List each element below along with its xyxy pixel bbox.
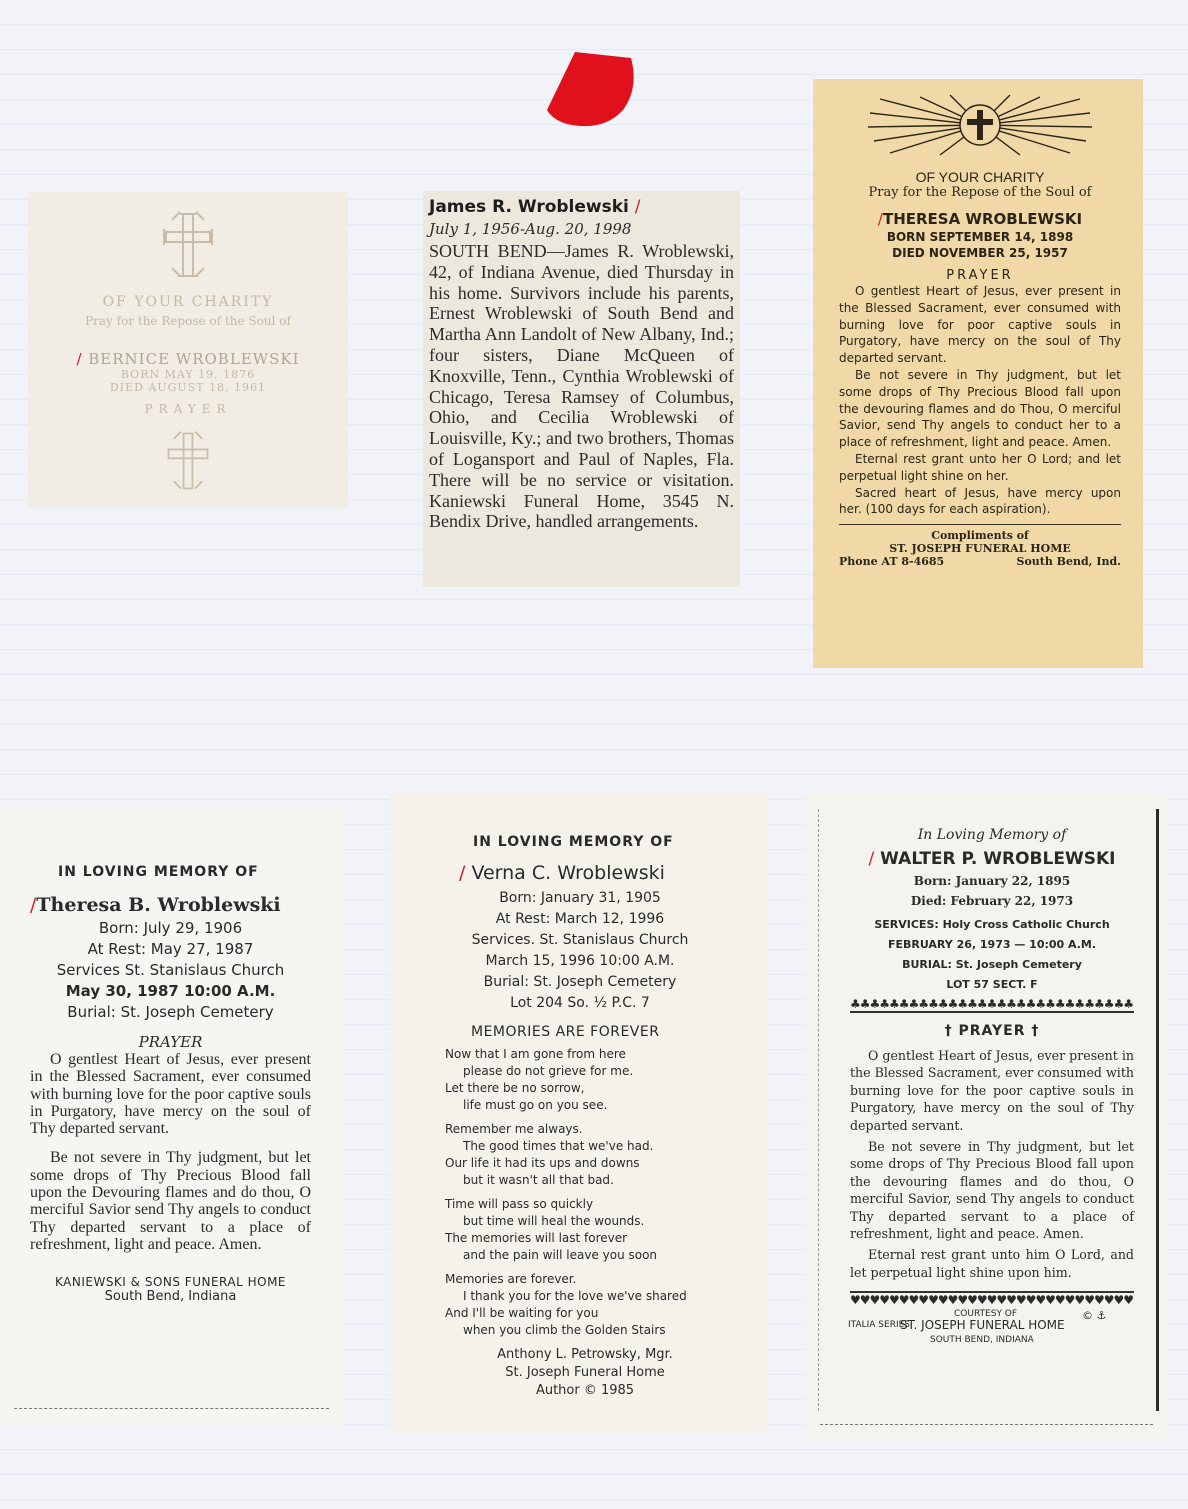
- courtesy-line: COURTESY OF: [954, 1309, 1018, 1320]
- deceased-name: [459, 862, 741, 884]
- manager: Anthony L. Petrowsky, Mgr.: [497, 1347, 673, 1362]
- series-label: ITALIA SERIES: [848, 1320, 911, 1331]
- service-details: [445, 888, 741, 1014]
- poem-stanza: [445, 1046, 741, 1114]
- poem-line: and the pain will leave you soon: [463, 1248, 658, 1262]
- services-line: Services. St. Stanislaus Church: [471, 932, 689, 948]
- prayer-paragraph: O gentlest Heart of Jesus, ever present in the Blessed Sacrament, ever consumed with burning love for the poor captive souls in Purgatory, have mercy on the soul of Thy departed servant.: [30, 1051, 311, 1138]
- poem-stanza: [445, 1271, 741, 1339]
- poem-line: The memories will last forever: [445, 1231, 628, 1245]
- poem-line: Let there be no sorrow,: [445, 1081, 585, 1095]
- prayer-text: [30, 1051, 311, 1253]
- born-date: Born: July 29, 1906: [98, 919, 243, 937]
- rest-date: At Rest: May 27, 1987: [87, 940, 254, 958]
- obituary-dates: July 1, 1956-Aug. 20, 1998: [429, 220, 632, 238]
- lot-line: LOT 57 SECT. F: [946, 978, 1038, 991]
- check-mark: /: [868, 849, 875, 869]
- charity-heading: OF YOUR CHARITY: [915, 169, 1045, 185]
- poem-stanza: [445, 1196, 741, 1264]
- deceased-name: [28, 350, 348, 368]
- prayer-paragraph: Be not severe in Thy judgment, but let some drops of Thy Precious Blood fall upon the devouring flames and do Thou, O merciful Savior, send Thy angels to conduct her to a place of refreshment, light and peace. Amen.: [839, 367, 1121, 450]
- cross-icon: [158, 430, 218, 492]
- check-mark: /: [459, 862, 466, 884]
- burial-line: Burial: St. Joseph Cemetery: [67, 1003, 274, 1021]
- prayer-text: [850, 1047, 1134, 1281]
- red-tab-icon: [545, 48, 637, 130]
- poem-line: And I'll be waiting for you: [445, 1306, 599, 1320]
- deceased-name: [839, 210, 1121, 228]
- divider: [14, 1408, 329, 1409]
- burial-line: BURIAL: St. Joseph Cemetery: [902, 958, 1082, 971]
- service-details: [850, 915, 1134, 995]
- service-date: March 15, 1996 10:00 A.M.: [485, 953, 675, 969]
- born-date: Born: January 22, 1895: [913, 874, 1071, 888]
- city: South Bend, Ind.: [1016, 555, 1121, 569]
- memorial-card-theresa-b: [0, 808, 343, 1425]
- memory-heading: IN LOVING MEMORY OF: [58, 864, 259, 880]
- prayer-heading: PRAYER: [138, 1033, 203, 1051]
- obituary-text: —James R. Wroblewski, 42, of Indiana Avenue, died Thursday in his home. Survivors include his parents, Ernest Wroblewski of South Bend and Martha Ann Landolt of New Albany, Ind.; four sisters, Diane McQueen of Knoxville, Tenn., Cynthia Wroblewski of Chicago, Teresa Ramsey of Columbus, Ohio, and Cecilia Wroblewski of Louisville, Ky.; and two brothers, Thomas of Logansport and Paul of Naples, Fla. There will be no service or visitation. Kaniewski Funeral Home, 3545 N. Bendix Drive, handled arrangements.: [429, 241, 734, 532]
- ornament-rule: ♥♥♥♥♥♥♥♥♥♥♥♥♥♥♥♥♥♥♥♥♥♥♥♥♥♥♥♥♥: [850, 1293, 1133, 1308]
- ornament-rule: ♣♣♣♣♣♣♣♣♣♣♣♣♣♣♣♣♣♣♣♣♣♣♣♣♣♣♣♣♣: [850, 997, 1133, 1011]
- poem-line: please do not grieve for me.: [463, 1064, 634, 1078]
- poem-line: when you climb the Golden Stairs: [463, 1323, 666, 1337]
- obituary-body: [429, 241, 734, 532]
- poem-stanza: [445, 1121, 741, 1189]
- poem-line: but time will heal the wounds.: [463, 1214, 645, 1228]
- prayer-paragraph: Be not severe in Thy judgment, but let some drops of Thy Precious Blood fall upon the Devouring flames and do thou, O merciful Savior send Thy angels to conduct Thy departed servant to a place of refreshment, light and peace. Amen.: [30, 1149, 311, 1253]
- prayer-heading: PRAYER: [946, 268, 1014, 283]
- compliments-line: Compliments of: [931, 529, 1029, 543]
- name-text: BERNICE WROBLEWSKI: [88, 350, 300, 368]
- charity-heading: OF YOUR CHARITY: [102, 294, 274, 310]
- phone: Phone AT 8-4685: [839, 555, 945, 569]
- poem-line: Memories are forever.: [445, 1272, 577, 1286]
- check-mark: /: [30, 894, 37, 916]
- burial-line: Burial: St. Joseph Cemetery: [483, 974, 677, 990]
- memorial-card-theresa-1957: [813, 79, 1143, 668]
- obituary-headline: [429, 197, 734, 217]
- poem: [445, 1046, 741, 1339]
- dateline: SOUTH BEND: [429, 241, 547, 261]
- funeral-home: St. Joseph Funeral Home: [505, 1365, 665, 1380]
- prayer-paragraph: O gentlest Heart of Jesus, ever present in the Blessed Sacrament, ever consumed with burning love for poor captive souls in Purgatory, have mercy on the soul of Thy departed servant.: [839, 284, 1121, 366]
- prayer-paragraph: Eternal rest grant unto him O Lord, and let perpetual light shine upon him.: [850, 1247, 1134, 1280]
- died-date: DIED AUGUST 18, 1961: [109, 381, 267, 394]
- name-text: WALTER P. WROBLEWSKI: [880, 849, 1116, 869]
- memorial-card-bernice: [28, 192, 348, 507]
- lot-line: Lot 204 So. ½ P.C. 7: [510, 995, 650, 1011]
- memory-heading: IN LOVING MEMORY OF: [473, 834, 674, 850]
- card-content: [848, 827, 1134, 1346]
- check-mark: /: [76, 350, 83, 368]
- prayer-paragraph: O gentlest Heart of Jesus, ever present in the Blessed Sacrament, ever consumed with burning love for the poor captive souls in Purgatory, have mercy on the soul of Thy departed servant.: [850, 1048, 1134, 1133]
- pray-line: Pray for the Repose of the Soul of: [868, 185, 1092, 200]
- poem-line: but it wasn't all that bad.: [463, 1173, 614, 1187]
- poem-title: MEMORIES ARE FOREVER: [471, 1024, 660, 1040]
- deceased-name: [30, 894, 311, 916]
- divider: [839, 524, 1121, 525]
- funeral-home: ST. JOSEPH FUNERAL HOME: [889, 542, 1071, 556]
- service-date: May 30, 1987 10:00 A.M.: [65, 982, 276, 1000]
- poem-line: Time will pass so quickly: [445, 1197, 594, 1211]
- deceased-name: [850, 849, 1134, 869]
- poem-line: The good times that we've had.: [463, 1139, 654, 1153]
- services-line: SERVICES: Holy Cross Catholic Church: [874, 918, 1110, 931]
- funeral-home: KANIEWSKI & SONS FUNERAL HOME: [54, 1275, 287, 1290]
- poem-line: Our life it had its ups and downs: [445, 1156, 640, 1170]
- check-mark: /: [634, 197, 641, 217]
- born-date: BORN MAY 19, 1876: [120, 368, 256, 381]
- prayer-paragraph: Eternal rest grant unto her O Lord; and let perpetual light shine on her.: [839, 451, 1121, 483]
- check-mark: /: [877, 210, 883, 228]
- cross-icon: [158, 210, 218, 280]
- author-line: Author © 1985: [535, 1383, 635, 1398]
- divider: [820, 1424, 1153, 1425]
- prayer-heading: † PRAYER †: [944, 1023, 1040, 1039]
- memorial-card-verna: [389, 794, 767, 1434]
- name-text: Verna C. Wroblewski: [471, 862, 665, 884]
- died-date: Died: February 22, 1973: [910, 894, 1074, 908]
- name-text: Theresa B. Wroblewski: [36, 894, 281, 916]
- funeral-home: ST. JOSEPH FUNERAL HOME: [900, 1318, 1065, 1333]
- card-footer: [848, 1309, 1134, 1346]
- copyright-mark: © ⚓: [1082, 1309, 1107, 1323]
- prayer-heading: PRAYER: [144, 402, 232, 416]
- obituary-james: [423, 191, 740, 587]
- poem-line: Now that I am gone from here: [445, 1047, 626, 1061]
- card-footer: [839, 555, 1121, 568]
- city: SOUTH BEND, INDIANA: [930, 1335, 1034, 1346]
- service-date: FEBRUARY 26, 1973 — 10:00 A.M.: [887, 938, 1097, 951]
- prayer-paragraph: Be not severe in Thy judgment, but let some drops of Thy Precious Blood fall upon the devouring flames and do thou, O merciful Savior, send Thy angels to conduct Thy departed servant to a place of refreshment, light and peace. Amen.: [850, 1139, 1134, 1242]
- poem-line: life must go on you see.: [463, 1098, 608, 1112]
- city: South Bend, Indiana: [104, 1289, 237, 1305]
- name-text: THERESA WROBLEWSKI: [882, 210, 1083, 228]
- service-details: [30, 918, 311, 1023]
- headline-text: James R. Wroblewski: [429, 197, 629, 217]
- poem-line: Remember me always.: [445, 1122, 583, 1136]
- signature-block: [445, 1346, 725, 1400]
- died-date: DIED NOVEMBER 25, 1957: [892, 246, 1068, 260]
- memory-heading: In Loving Memory of: [917, 827, 1067, 843]
- pray-line: Pray for the Repose of the Soul of: [85, 314, 291, 328]
- sunburst-cross-icon: [860, 93, 1100, 157]
- prayer-text: [839, 283, 1121, 518]
- services-line: Services St. Stanislaus Church: [56, 961, 285, 979]
- poem-line: I thank you for the love we've shared: [463, 1289, 687, 1303]
- memorial-card-walter: [806, 793, 1167, 1441]
- born-date: Born: January 31, 1905: [499, 890, 661, 906]
- born-date: BORN SEPTEMBER 14, 1898: [886, 230, 1074, 244]
- prayer-paragraph: Sacred heart of Jesus, have mercy upon her. (100 days for each aspiration).: [839, 485, 1121, 517]
- rest-date: At Rest: March 12, 1996: [495, 911, 665, 927]
